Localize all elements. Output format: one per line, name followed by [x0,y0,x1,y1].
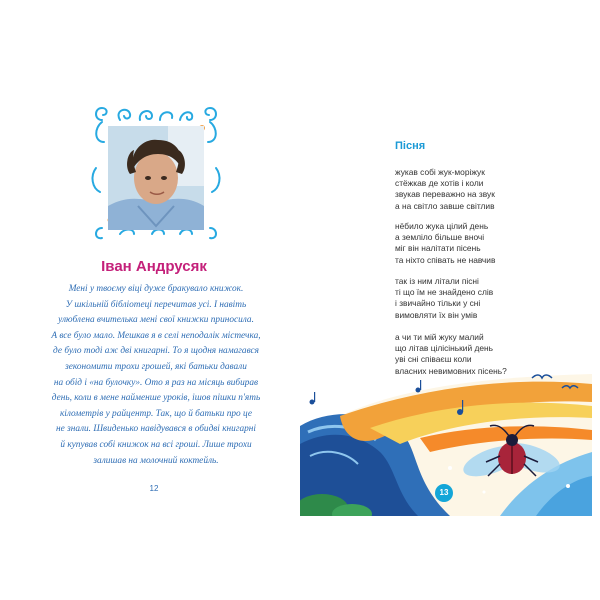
poem-line: а на світло завше світлив [395,200,495,211]
right-page [300,92,592,516]
bio-line: Мені у твоєму віці дуже бракувало книжок. [68,284,244,294]
author-bio [34,282,278,469]
bio-line: й купував собі книжок на всі гроші. Лише трохи [60,439,252,450]
poem-stanza [395,167,495,212]
author-portrait-frame [90,98,222,240]
poem-line: вимовляти їх він умів [395,309,478,320]
poem-line: міг він налітати пісень [395,243,481,254]
poem-line: а землілo більше вночі [395,232,485,243]
bio-line: день, коли в мене найменше уроків, ішов пішки п'ять [51,393,261,404]
poem-line: ті що їм не знайдено слів [395,287,494,298]
bio-line: улюблена вчителька мені свої книжки приносила. [58,315,254,326]
bio-line: де було тоді аж дві книгарні. То я щодня намагався [53,346,259,357]
poem-line: жукав собі жук-моріжук [395,167,485,177]
bio-line: кілометрів у райцентр. Так, що й батьки про це [59,408,253,419]
bio-line: на обід і «на булочку». Ото я раз на місяць вибирав [53,377,259,388]
author-name: Іван Андрусяк [101,258,207,275]
page-number-left: 12 [149,484,159,493]
bio-line: А все було мало. Мешкав я в селі неподалік містечка, [51,330,261,341]
left-page [10,92,298,516]
poem-line: власних невимовних пісень? [395,365,507,376]
poem-line: а чи ти мій жуку малий [395,332,484,342]
bio-line: У шкільній бібліотеці перечитав усі. І навіть [65,299,247,310]
page-number-right: 13 [435,484,453,502]
poem-line: і звичайно тільки у сні [395,298,481,309]
poem-line: стёжкав де хотів і коли [395,178,484,189]
poem-line: нёбило жука цілий день [395,221,489,231]
poem-line: що літав цілісінький день [395,343,494,354]
poem-line: та ніхто співать не навчив [395,254,496,265]
poem-stanza [395,276,493,321]
bio-line: не знали. Швиденько навідувався в обидві книгарні [56,424,256,435]
author-photo [108,126,204,230]
poem-line: звукав переважно на звук [395,189,495,200]
bio-line: зекономити трохи грошей, які батьки давали [65,361,247,372]
poem-stanza [395,221,495,266]
poem-line: уві сні співаєш коли [395,354,472,365]
bio-line: залишав на молочний коктейль. [93,455,219,466]
poem-line: так із ним літали пісні [395,276,479,286]
poem-title: Пісня [395,140,426,152]
